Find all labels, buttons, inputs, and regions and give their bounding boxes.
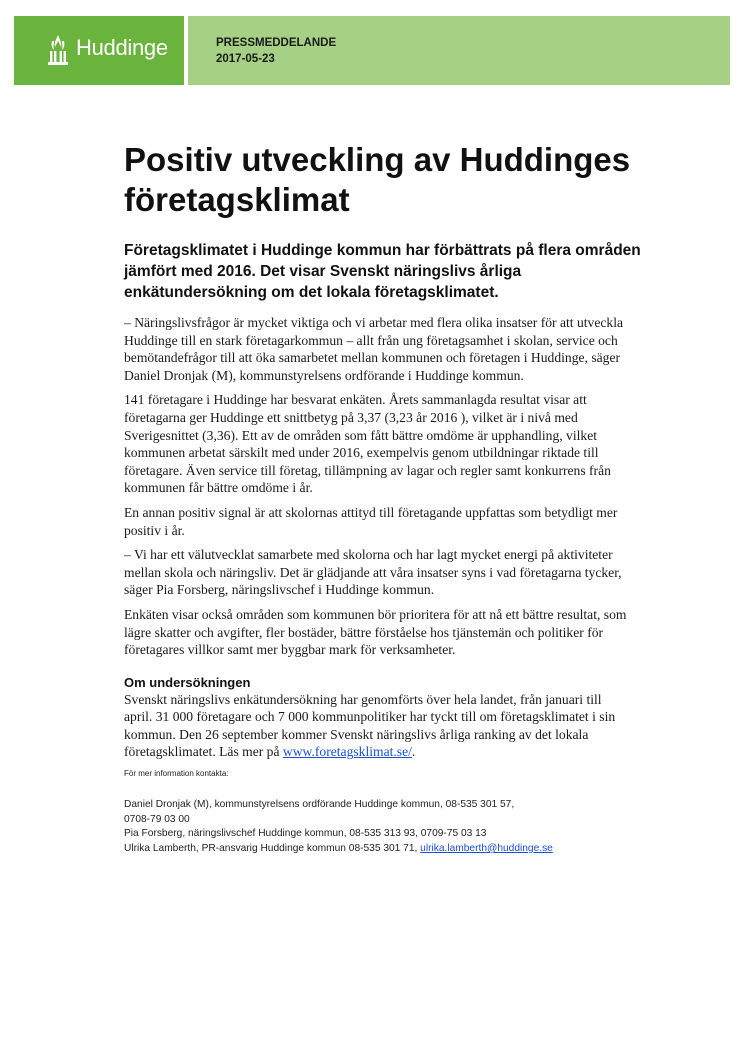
lead-paragraph: Företagsklimatet i Huddinge kommun har förbättrats på flera områden jämfört med 2016. Det visar Svenskt näringslivs årliga enkätundersökning om det lokala företagsklimatet. [124,242,641,301]
logo-text: Huddinge [76,35,168,60]
about-text: Svenskt näringslivs enkätundersökning har genomförts över hela landet, från januari till april. 31 000 företagare och 7 000 kommunpolitiker har tyckt till om företagsklimatet i sin kommun. Den 26 september kommer Svenskt näringslivs årliga ranking av det lokala företagsklimatet. Läs mer på [124,691,616,760]
paragraph-survey-results: 141 företagare i Huddinge har besvarat enkäten. Årets sammanlagda resultat visar att företagarna ger Huddinge ett snittbetyg på 3,37 (3,23 år 2016 ), vilket är i nivå med Sverigesnittet (3,36). Ett av de områden som fått bättre omdöme är upphandling, vilket kommunen arbetat särskilt med under 2016, exempelvis genom utbildningar riktade till företagare. Även service till företag, tillämpning av lagar och regler samt konkurrens från kommunen får bättre omdöme i år. [124,392,611,496]
paragraph-schools: En annan positiv signal är att skolornas attityd till företagande uppfattas som betydligt mer positiv i år. [124,504,618,538]
press-label-box [188,16,730,85]
paragraph-quote-dronjak: – Näringslivsfrågor är mycket viktiga och vi arbetar med flera olika insatser för att utveckla Huddinge till en stark företagarkommun – allt från ung företagsamhet i skolan, service och bemötandefrågor till att öka samarbetet mellan kommunen och företagen i Huddinge, säger Daniel Dronjak (M), kommunstyrelsens ordförande i Huddinge kommun. [124,315,624,383]
paragraph-quote-forsberg: – Vi har ett välutvecklat samarbete med skolorna och har lagt mycket energi på aktiviteter mellan skola och näringsliv. Det är glädjande att våra insatser syns i vad företagarna tycker, säger Pia Forsberg, näringslivschef i Huddinge kommun. [124,547,622,598]
contact-lamberth [124,842,629,857]
contact-dronjak-mobile: 0708-79 03 00 [124,813,190,825]
about-tail: . [411,744,416,760]
about-heading: Om undersökningen [124,674,251,690]
article-body [124,314,629,856]
document-type: PRESSMEDDELANDE [216,37,337,49]
contact-dronjak: Daniel Dronjak (M), kommunstyrelsens ordförande Huddinge kommun, 08-535 301 57, [124,799,515,811]
headline: Positiv utveckling av Huddinges företagsklimat [124,141,631,218]
paragraph-priorities: Enkäten visar också områden som kommunen bör prioritera för att nå ett bättre resultat, som lägre skatter och avgifter, fler bostäder, bättre förståelse hos tjänstemän och politiker för företagares villkor samt mer byggbar mark för verksamheter. [124,606,627,658]
contact-lamberth-text: Ulrika Lamberth, PR-ansvarig Huddinge kommun 08-535 301 71, [124,842,421,854]
contact-label: För mer information kontakta: [124,769,229,779]
press-date: 2017-05-23 [216,53,275,65]
lamberth-email-link[interactable]: ulrika.lamberth@huddinge.se [420,842,553,854]
header-bar [14,16,730,85]
about-paragraph [124,691,629,761]
huddinge-emblem-icon [47,34,69,66]
logo [14,16,184,85]
foretagsklimat-link[interactable]: www.foretagsklimat.se/ [282,744,412,760]
contact-forsberg: Pia Forsberg, näringslivschef Huddinge kommun, 08-535 313 93, 0709-75 03 13 [124,828,487,840]
